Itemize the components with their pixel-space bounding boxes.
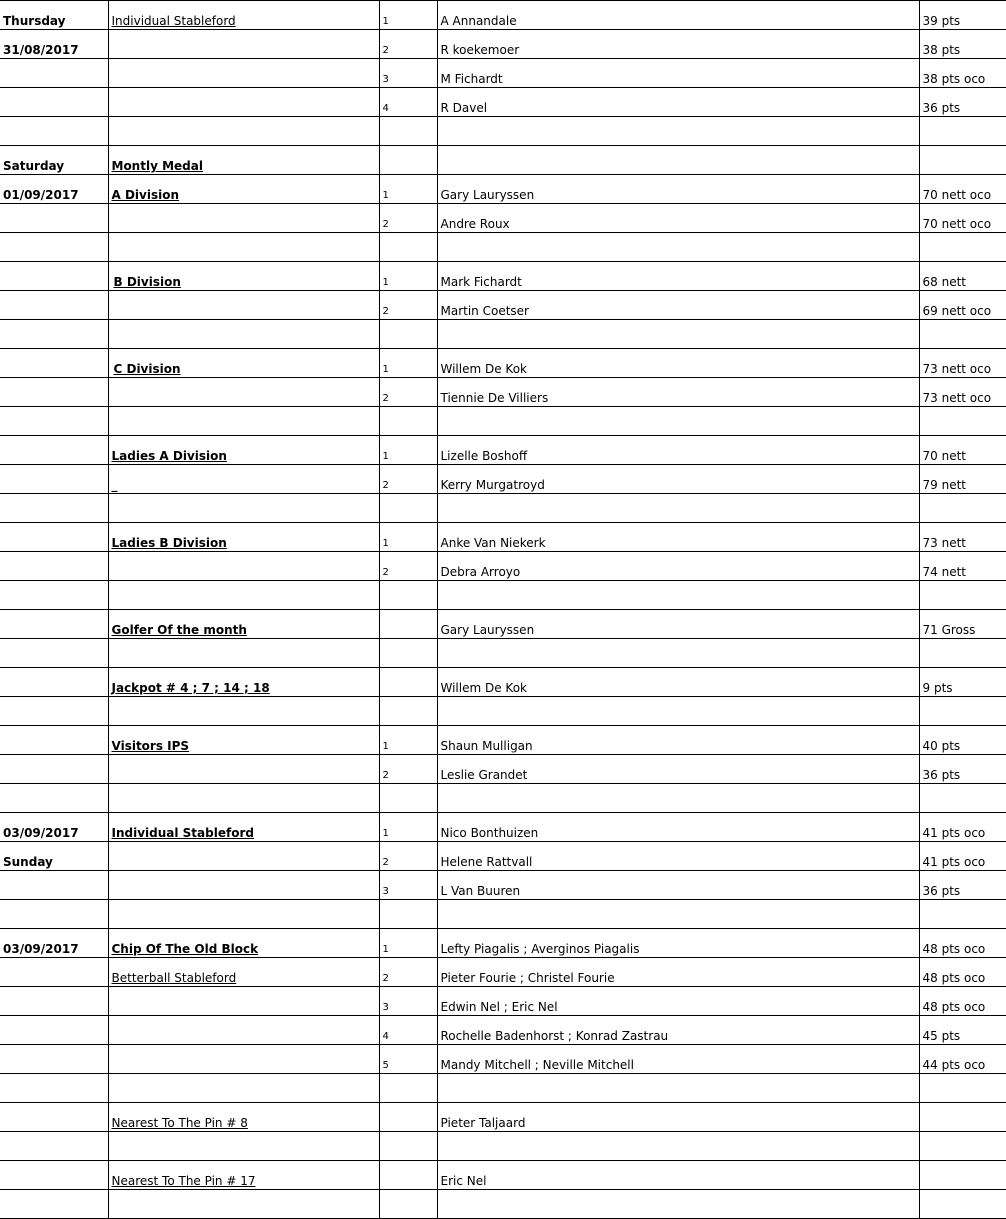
date-day-cell[interactable] [0,436,108,465]
score-cell[interactable] [919,146,1006,175]
table-row [0,117,1006,146]
player-cell[interactable]: Tiennie De Villiers [437,378,919,407]
player-cell[interactable] [437,1190,919,1219]
table-row [0,175,1006,204]
date-day-cell[interactable] [0,1045,108,1074]
competition-cell[interactable] [108,755,379,784]
position-cell[interactable]: 1 [379,929,437,958]
competition-cell[interactable] [108,552,379,581]
date-day-cell[interactable] [0,465,108,494]
player-cell[interactable]: Shaun Mulligan [437,726,919,755]
table-row [0,1190,1006,1219]
position-cell[interactable] [379,900,437,929]
date-day-cell[interactable] [0,697,108,726]
competition-cell[interactable] [108,1132,379,1161]
score-cell[interactable] [919,1161,1006,1190]
competition-cell[interactable] [108,378,379,407]
competition-cell[interactable] [108,987,379,1016]
competition-cell[interactable] [108,30,379,59]
score-cell[interactable]: 36 pts [919,755,1006,784]
player-cell[interactable]: Gary Lauryssen [437,175,919,204]
player-cell[interactable]: Edwin Nel ; Eric Nel [437,987,919,1016]
competition-cell[interactable]: Golfer Of the month [108,610,379,639]
date-day-cell[interactable] [0,407,108,436]
score-cell[interactable]: 48 pts oco [919,958,1006,987]
score-cell[interactable] [919,1103,1006,1132]
table-row [0,668,1006,697]
table-row [0,465,1006,494]
date-day-cell[interactable]: 31/08/2017 [0,30,108,59]
score-cell[interactable]: 39 pts [919,1,1006,30]
table-row [0,1132,1006,1161]
score-cell[interactable]: 70 nett oco [919,204,1006,233]
competition-cell[interactable] [108,320,379,349]
competition-cell[interactable] [108,233,379,262]
competition-cell[interactable]: Nearest To The Pin # 8 [108,1103,379,1132]
position-cell[interactable] [379,320,437,349]
table-row [0,755,1006,784]
score-cell[interactable] [919,581,1006,610]
score-cell[interactable]: 70 nett oco [919,175,1006,204]
date-day-cell[interactable] [0,320,108,349]
date-day-cell[interactable]: 03/09/2017 [0,929,108,958]
table-row [0,146,1006,175]
date-day-cell[interactable] [0,494,108,523]
position-cell[interactable] [379,639,437,668]
player-cell[interactable] [437,407,919,436]
table-row [0,581,1006,610]
position-cell[interactable]: 1 [379,175,437,204]
score-cell[interactable]: 45 pts [919,1016,1006,1045]
player-cell[interactable] [437,1132,919,1161]
score-cell[interactable]: 48 pts oco [919,929,1006,958]
player-cell[interactable]: Pieter Taljaard [437,1103,919,1132]
position-cell[interactable] [379,117,437,146]
table-row [0,262,1006,291]
score-cell[interactable]: 68 nett [919,262,1006,291]
position-cell[interactable]: 2 [379,465,437,494]
position-cell[interactable] [379,1190,437,1219]
table-row [0,1016,1006,1045]
date-day-cell[interactable] [0,1103,108,1132]
date-day-cell[interactable] [0,204,108,233]
position-cell[interactable] [379,1103,437,1132]
table-row [0,436,1006,465]
score-cell[interactable]: 74 nett [919,552,1006,581]
player-cell[interactable]: Nico Bonthuizen [437,813,919,842]
score-cell[interactable] [919,1190,1006,1219]
position-cell[interactable]: 1 [379,262,437,291]
table-row [0,552,1006,581]
score-cell[interactable] [919,1132,1006,1161]
score-cell[interactable]: 71 Gross [919,610,1006,639]
score-cell[interactable] [919,117,1006,146]
competition-cell[interactable]: Betterball Stableford [108,958,379,987]
player-cell[interactable]: L Van Buuren [437,871,919,900]
competition-cell[interactable] [108,494,379,523]
table-row [0,204,1006,233]
results-body [0,1,1006,1219]
score-cell[interactable]: 73 nett oco [919,349,1006,378]
competition-cell[interactable] [108,59,379,88]
position-cell[interactable]: 2 [379,755,437,784]
position-cell[interactable]: 3 [379,59,437,88]
player-cell[interactable]: Helene Rattvall [437,842,919,871]
table-row [0,784,1006,813]
position-cell[interactable]: 1 [379,349,437,378]
position-cell[interactable]: 2 [379,958,437,987]
competition-cell[interactable]: Ladies B Division [108,523,379,552]
table-row [0,813,1006,842]
date-day-cell[interactable] [0,1016,108,1045]
date-day-cell[interactable] [0,233,108,262]
player-cell[interactable] [437,1074,919,1103]
score-cell[interactable] [919,900,1006,929]
competition-cell[interactable] [108,1074,379,1103]
table-row [0,987,1006,1016]
competition-cell[interactable]: _ [108,465,379,494]
position-cell[interactable] [379,668,437,697]
table-row [0,1074,1006,1103]
table-row [0,407,1006,436]
score-cell[interactable]: 41 pts oco [919,842,1006,871]
score-cell[interactable]: 9 pts [919,668,1006,697]
position-cell[interactable]: 1 [379,813,437,842]
position-cell[interactable]: 2 [379,291,437,320]
position-cell[interactable]: 2 [379,30,437,59]
date-day-cell[interactable] [0,871,108,900]
date-day-cell[interactable] [0,639,108,668]
position-cell[interactable]: 2 [379,552,437,581]
table-row [0,233,1006,262]
player-cell[interactable]: Kerry Murgatroyd [437,465,919,494]
competition-cell[interactable]: Jackpot # 4 ; 7 ; 14 ; 18 [108,668,379,697]
table-row [0,871,1006,900]
position-cell[interactable]: 2 [379,378,437,407]
player-cell[interactable]: Eric Nel [437,1161,919,1190]
player-cell[interactable]: Mark Fichardt [437,262,919,291]
position-cell[interactable]: 2 [379,842,437,871]
score-cell[interactable]: 36 pts [919,871,1006,900]
player-cell[interactable]: Debra Arroyo [437,552,919,581]
competition-cell[interactable]: Nearest To The Pin # 17 [108,1161,379,1190]
position-cell[interactable] [379,1074,437,1103]
player-cell[interactable] [437,639,919,668]
table-row [0,88,1006,117]
score-cell[interactable]: 79 nett [919,465,1006,494]
date-day-cell[interactable] [0,59,108,88]
position-cell[interactable]: 1 [379,1,437,30]
position-cell[interactable] [379,581,437,610]
table-row [0,59,1006,88]
table-row [0,349,1006,378]
position-cell[interactable]: 3 [379,871,437,900]
player-cell[interactable] [437,146,919,175]
table-row [0,610,1006,639]
table-row [0,842,1006,871]
score-cell[interactable] [919,1074,1006,1103]
competition-cell[interactable] [108,842,379,871]
player-cell[interactable]: Lizelle Boshoff [437,436,919,465]
table-row [0,1045,1006,1074]
competition-cell[interactable] [108,88,379,117]
date-day-cell[interactable] [0,900,108,929]
player-cell[interactable]: Andre Roux [437,204,919,233]
score-cell[interactable] [919,784,1006,813]
score-cell[interactable]: 70 nett [919,436,1006,465]
table-row [0,291,1006,320]
date-day-cell[interactable] [0,668,108,697]
player-cell[interactable]: A Annandale [437,1,919,30]
player-cell[interactable] [437,320,919,349]
player-cell[interactable] [437,117,919,146]
table-row [0,1103,1006,1132]
table-row [0,900,1006,929]
date-day-cell[interactable] [0,1132,108,1161]
player-cell[interactable]: Anke Van Niekerk [437,523,919,552]
competition-cell[interactable]: Ladies A Division [108,436,379,465]
player-cell[interactable]: Mandy Mitchell ; Neville Mitchell [437,1045,919,1074]
date-day-cell[interactable] [0,349,108,378]
position-cell[interactable]: 1 [379,436,437,465]
competition-cell[interactable] [108,784,379,813]
position-cell[interactable]: 5 [379,1045,437,1074]
table-row [0,697,1006,726]
competition-cell[interactable]: B Division [108,262,379,291]
date-day-cell[interactable] [0,523,108,552]
player-cell[interactable]: R Davel [437,88,919,117]
date-day-cell[interactable]: 03/09/2017 [0,813,108,842]
table-row [0,1,1006,30]
date-day-cell[interactable] [0,1074,108,1103]
score-cell[interactable] [919,697,1006,726]
competition-cell[interactable]: C Division [108,349,379,378]
score-cell[interactable]: 41 pts oco [919,813,1006,842]
position-cell[interactable]: 4 [379,1016,437,1045]
table-row [0,929,1006,958]
player-cell[interactable] [437,233,919,262]
player-cell[interactable]: Willem De Kok [437,349,919,378]
date-day-cell[interactable]: Thursday [0,1,108,30]
score-cell[interactable]: 69 nett oco [919,291,1006,320]
competition-cell[interactable]: Individual Stableford [108,813,379,842]
player-cell[interactable] [437,581,919,610]
date-day-cell[interactable] [0,726,108,755]
player-cell[interactable] [437,697,919,726]
date-day-cell[interactable] [0,291,108,320]
player-cell[interactable] [437,900,919,929]
date-day-cell[interactable] [0,784,108,813]
competition-cell[interactable]: Visitors IPS [108,726,379,755]
date-day-cell[interactable] [0,958,108,987]
score-cell[interactable]: 38 pts [919,30,1006,59]
date-day-cell[interactable] [0,987,108,1016]
date-day-cell[interactable]: Sunday [0,842,108,871]
position-cell[interactable] [379,610,437,639]
position-cell[interactable] [379,494,437,523]
date-day-cell[interactable] [0,1190,108,1219]
player-cell[interactable]: Leslie Grandet [437,755,919,784]
competition-cell[interactable] [108,697,379,726]
competition-cell[interactable] [108,1190,379,1219]
table-row [0,523,1006,552]
table-row [0,726,1006,755]
score-cell[interactable]: 44 pts oco [919,1045,1006,1074]
competition-cell[interactable]: Individual Stableford [108,1,379,30]
player-cell[interactable]: Willem De Kok [437,668,919,697]
score-cell[interactable] [919,320,1006,349]
position-cell[interactable] [379,1132,437,1161]
competition-cell[interactable]: Chip Of The Old Block [108,929,379,958]
player-cell[interactable]: M Fichardt [437,59,919,88]
date-day-cell[interactable] [0,755,108,784]
score-cell[interactable] [919,233,1006,262]
competition-cell[interactable] [108,1016,379,1045]
competition-cell[interactable] [108,639,379,668]
table-row [0,378,1006,407]
position-cell[interactable]: 4 [379,88,437,117]
player-cell[interactable] [437,784,919,813]
date-day-cell[interactable] [0,88,108,117]
table-row [0,958,1006,987]
competition-cell[interactable] [108,291,379,320]
table-row [0,494,1006,523]
score-cell[interactable]: 36 pts [919,88,1006,117]
score-cell[interactable] [919,407,1006,436]
position-cell[interactable]: 3 [379,987,437,1016]
table-row [0,1161,1006,1190]
table-row [0,30,1006,59]
player-cell[interactable]: Rochelle Badenhorst ; Konrad Zastrau [437,1016,919,1045]
position-cell[interactable]: 1 [379,726,437,755]
date-day-cell[interactable]: 01/09/2017 [0,175,108,204]
date-day-cell[interactable]: Saturday [0,146,108,175]
competition-cell[interactable] [108,1045,379,1074]
position-cell[interactable] [379,1161,437,1190]
position-cell[interactable] [379,784,437,813]
date-day-cell[interactable] [0,378,108,407]
player-cell[interactable]: Martin Coetser [437,291,919,320]
score-cell[interactable]: 73 nett [919,523,1006,552]
date-day-cell[interactable] [0,552,108,581]
competition-cell[interactable]: A Division [108,175,379,204]
competition-cell[interactable] [108,204,379,233]
date-day-cell[interactable] [0,117,108,146]
position-cell[interactable] [379,233,437,262]
competition-cell[interactable] [108,871,379,900]
competition-cell[interactable] [108,900,379,929]
table-row [0,639,1006,668]
player-cell[interactable] [437,494,919,523]
date-day-cell[interactable] [0,1161,108,1190]
position-cell[interactable] [379,146,437,175]
score-cell[interactable]: 73 nett oco [919,378,1006,407]
position-cell[interactable]: 1 [379,523,437,552]
date-day-cell[interactable] [0,581,108,610]
score-cell[interactable]: 48 pts oco [919,987,1006,1016]
table-row [0,320,1006,349]
score-cell[interactable] [919,639,1006,668]
position-cell[interactable]: 2 [379,204,437,233]
score-cell[interactable]: 38 pts oco [919,59,1006,88]
score-cell[interactable] [919,494,1006,523]
score-cell[interactable]: 40 pts [919,726,1006,755]
competition-cell[interactable] [108,581,379,610]
player-cell[interactable]: Pieter Fourie ; Christel Fourie [437,958,919,987]
player-cell[interactable]: Gary Lauryssen [437,610,919,639]
player-cell[interactable]: R koekemoer [437,30,919,59]
competition-cell[interactable] [108,407,379,436]
date-day-cell[interactable] [0,610,108,639]
position-cell[interactable] [379,407,437,436]
competition-cell[interactable]: Montly Medal [108,146,379,175]
player-cell[interactable]: Lefty Piagalis ; Averginos Piagalis [437,929,919,958]
date-day-cell[interactable] [0,262,108,291]
position-cell[interactable] [379,697,437,726]
competition-cell[interactable] [108,117,379,146]
